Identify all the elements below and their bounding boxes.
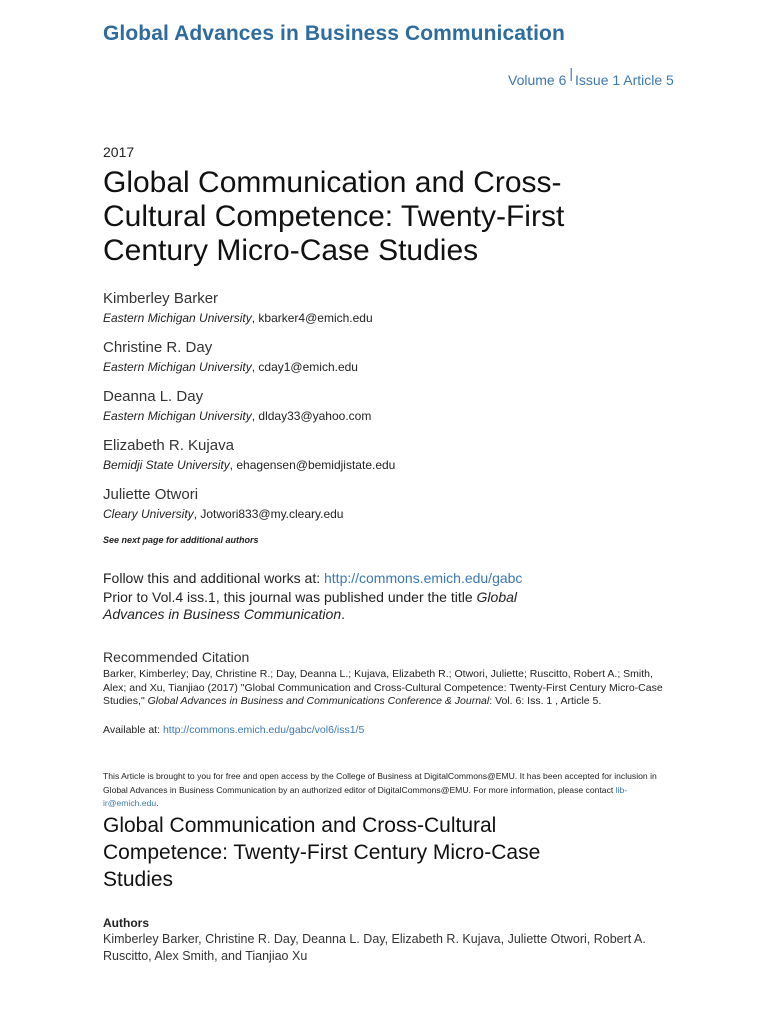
author-university: Eastern Michigan University xyxy=(103,409,252,423)
prior-period: . xyxy=(341,606,346,622)
contact-email-link[interactable]: lib-ir@emich.edu xyxy=(103,784,628,808)
available-label: Available at: xyxy=(103,724,163,736)
volume-issue-line xyxy=(508,65,674,88)
article-year: 2017 xyxy=(103,144,135,160)
notice-text: This Article is brought to you for free and open access by the College of Business at DigitalCommons@EMU. It has been accepted for inclusion in Global Advances in Business Communication by an authorized editor of DigitalCommons@EMU. For more information, please contact xyxy=(103,771,657,795)
author-university: Eastern Michigan University xyxy=(103,360,252,374)
author-email: , kbarker4@emich.edu xyxy=(251,311,373,325)
citation-text xyxy=(103,668,673,709)
follow-text: Follow this and additional works at: xyxy=(103,570,324,586)
author-block xyxy=(103,338,703,375)
citation-available-at xyxy=(103,724,364,736)
full-authors-list: Kimberley Barker, Christine R. Day, Deanna L. Day, Elizabeth R. Kujava, Juliette Otwori, Robert A. Ruscitto, Alex Smith, and Tianjiao Xu xyxy=(103,932,646,963)
citation-volume: : Vol. 6: Iss. 1 , Article 5. xyxy=(489,695,602,707)
author-university: Bemidji State University xyxy=(103,458,230,472)
author-name: Christine R. Day xyxy=(103,339,213,356)
notice-end: . xyxy=(156,798,159,808)
article-permalink[interactable]: http://commons.emich.edu/gabc/vol6/iss1/5 xyxy=(162,724,365,736)
journal-title[interactable]: Global Advances in Business Communication xyxy=(103,22,565,45)
author-affiliation xyxy=(103,506,703,522)
author-name: Elizabeth R. Kujava xyxy=(103,437,234,454)
prior-journal-title: Global Advances in Business Communication xyxy=(103,589,518,622)
follow-works-line xyxy=(103,570,522,586)
authors-heading: Authors xyxy=(103,916,149,930)
author-block xyxy=(103,485,703,522)
author-name: Kimberley Barker xyxy=(103,290,219,307)
author-name: Deanna L. Day xyxy=(103,388,204,405)
see-next-page-note[interactable]: See next page for additional authors xyxy=(103,535,259,545)
recommended-citation-heading: Recommended Citation xyxy=(103,649,250,665)
author-email: , Jotwori833@my.cleary.edu xyxy=(193,507,344,521)
prior-title-note xyxy=(103,589,563,623)
citation-authors: Barker, Kimberley; Day, Christine R.; Day, Deanna L.; Kujava, Elizabeth R.; Otwori, Juliette; Ruscitto, Robert A.; Smith, Alex; and Xu, Tianjiao (2017) "Global Communication and Cross-Cultural Competence: Twenty-First Century Micro-Case Studies," xyxy=(103,668,663,707)
article-title: Global Communication and Cross-Cultural Competence: Twenty-First Century Micro-Case Studies xyxy=(103,166,565,267)
author-email: , ehagensen@bemidjistate.edu xyxy=(229,458,396,472)
author-block xyxy=(103,289,703,326)
citation-journal: Global Advances in Business and Communications Conference & Journal xyxy=(147,695,490,707)
volume-issue-separator: | xyxy=(569,65,574,81)
author-email: , cday1@emich.edu xyxy=(251,360,358,374)
prior-text: Prior to Vol.4 iss.1, this journal was published under the title xyxy=(103,589,477,605)
open-access-notice xyxy=(103,770,663,811)
author-block xyxy=(103,387,703,424)
author-email: , dlday33@yahoo.com xyxy=(251,409,372,423)
volume-link[interactable]: Volume 6 xyxy=(508,72,567,88)
author-affiliation xyxy=(103,310,703,326)
second-page-title: Global Communication and Cross-Cultural Competence: Twenty-First Century Micro-Case Studies xyxy=(103,814,541,891)
gabc-collection-link[interactable]: http://commons.emich.edu/gabc xyxy=(324,570,523,586)
author-affiliation xyxy=(103,408,703,424)
author-name: Juliette Otwori xyxy=(103,486,199,503)
author-university: Cleary University xyxy=(103,507,194,521)
author-block xyxy=(103,436,703,473)
author-affiliation xyxy=(103,457,703,473)
issue-article-link[interactable]: Issue 1 Article 5 xyxy=(575,72,674,88)
author-university: Eastern Michigan University xyxy=(103,311,252,325)
author-affiliation xyxy=(103,359,703,375)
